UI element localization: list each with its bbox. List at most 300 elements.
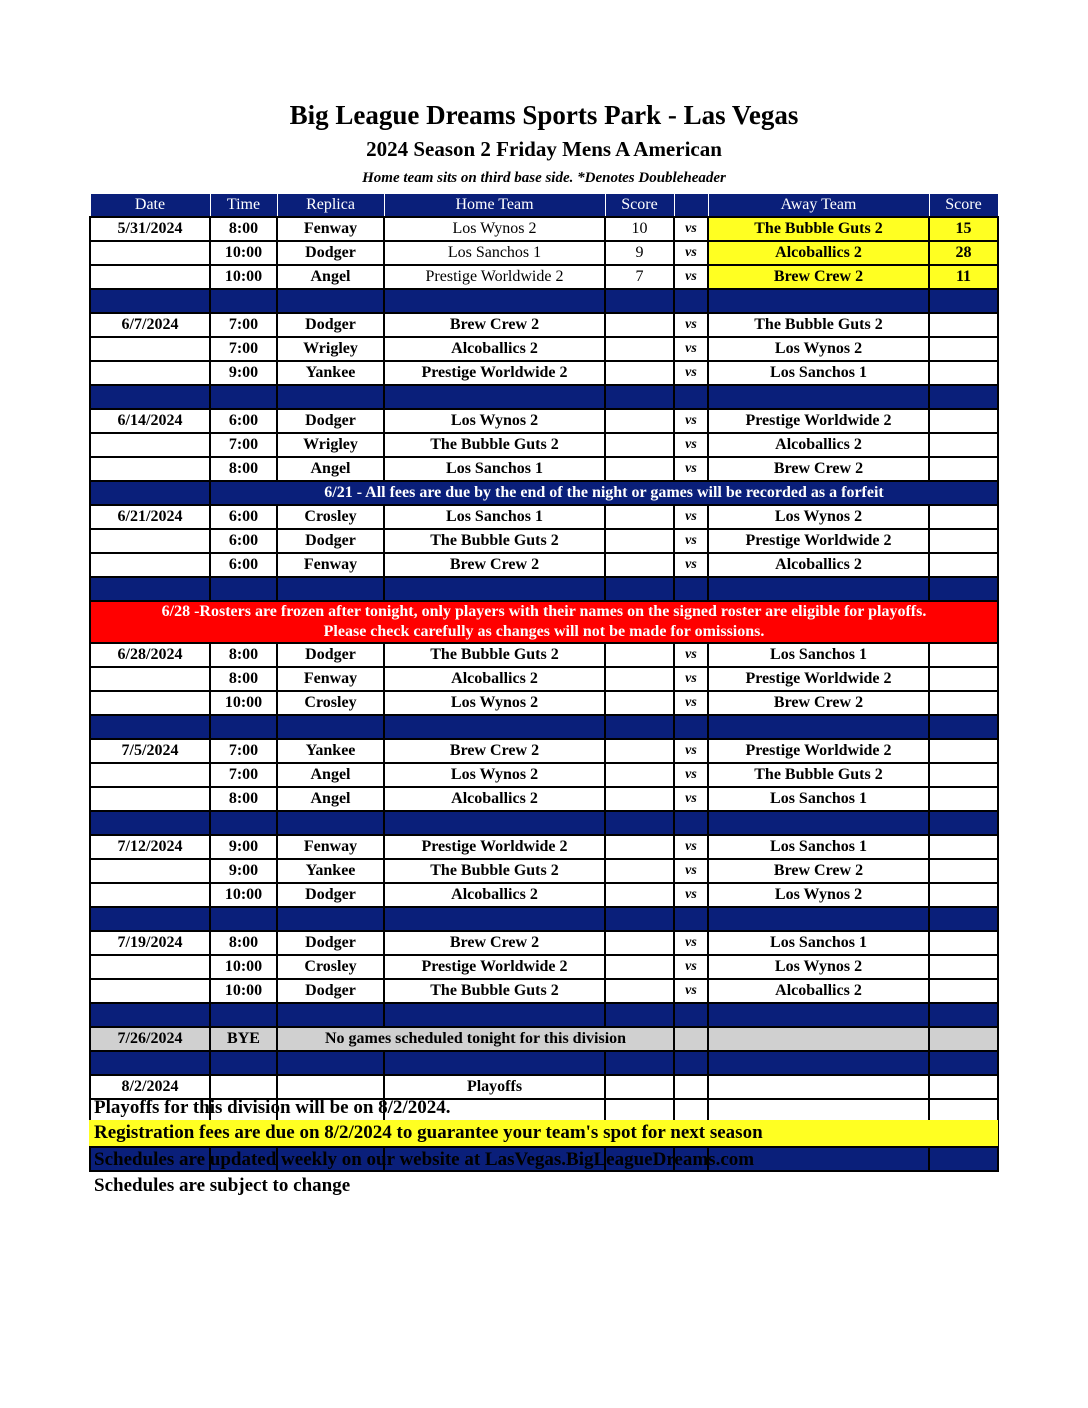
game-time: 8:00 <box>210 217 277 241</box>
separator-cell <box>90 289 210 313</box>
separator-cell <box>277 1003 384 1027</box>
home-score <box>605 667 674 691</box>
vs-label: vs <box>674 337 708 361</box>
separator-cell <box>210 907 277 931</box>
separator-cell <box>277 289 384 313</box>
away-score <box>929 979 998 1003</box>
away-score <box>929 529 998 553</box>
away-team: The Bubble Guts 2 <box>708 313 929 337</box>
away-team: Alcoballics 2 <box>708 433 929 457</box>
away-score <box>929 433 998 457</box>
home-team: Prestige Worldwide 2 <box>384 265 605 289</box>
away-team: Los Wynos 2 <box>708 955 929 979</box>
separator-cell <box>708 1003 929 1027</box>
away-score <box>929 763 998 787</box>
game-row <box>90 529 998 553</box>
footer-change-note: Schedules are subject to change <box>94 1175 351 1196</box>
home-score <box>605 739 674 763</box>
header-date: Date <box>90 194 210 218</box>
week-separator-row <box>90 715 998 739</box>
vs-label: vs <box>674 931 708 955</box>
away-team: Brew Crew 2 <box>708 859 929 883</box>
game-time: 9:00 <box>210 859 277 883</box>
game-time: 10:00 <box>210 265 277 289</box>
separator-cell <box>90 1003 210 1027</box>
away-score: 28 <box>929 241 998 265</box>
vs-label: vs <box>674 361 708 385</box>
home-team: Brew Crew 2 <box>384 313 605 337</box>
home-score <box>605 313 674 337</box>
game-field: Yankee <box>277 739 384 763</box>
home-team: Prestige Worldwide 2 <box>384 361 605 385</box>
vs-label: vs <box>674 241 708 265</box>
empty-cell <box>674 1027 708 1051</box>
fees-notice: 6/21 - All fees are due by the end of the night or games will be recorded as a forfeit <box>210 481 998 505</box>
separator-cell <box>605 1003 674 1027</box>
game-date: 7/12/2024 <box>90 835 210 859</box>
game-time: 10:00 <box>210 979 277 1003</box>
game-row <box>90 787 998 811</box>
away-team: Alcoballics 2 <box>708 979 929 1003</box>
empty-cell <box>708 1027 929 1051</box>
separator-cell <box>605 289 674 313</box>
game-time: 9:00 <box>210 835 277 859</box>
home-team: Alcoballics 2 <box>384 787 605 811</box>
game-time: 8:00 <box>210 787 277 811</box>
separator-cell <box>210 289 277 313</box>
empty-cell <box>929 1027 998 1051</box>
vs-label: vs <box>674 883 708 907</box>
away-team: Los Sanchos 1 <box>708 931 929 955</box>
home-score <box>605 763 674 787</box>
game-row <box>90 433 998 457</box>
game-time: 10:00 <box>210 241 277 265</box>
home-score <box>605 457 674 481</box>
away-score <box>929 691 998 715</box>
home-score <box>605 955 674 979</box>
away-team: Los Sanchos 1 <box>708 643 929 667</box>
game-field: Angel <box>277 457 384 481</box>
vs-label: vs <box>674 787 708 811</box>
vs-label: vs <box>674 691 708 715</box>
away-score <box>929 859 998 883</box>
separator-cell <box>90 1051 210 1075</box>
empty-cell <box>605 1075 674 1099</box>
game-time: 7:00 <box>210 337 277 361</box>
vs-label: vs <box>674 739 708 763</box>
away-team: Alcoballics 2 <box>708 241 929 265</box>
away-score <box>929 361 998 385</box>
game-date <box>90 457 210 481</box>
game-row <box>90 763 998 787</box>
game-field: Crosley <box>277 691 384 715</box>
header-away-score: Score <box>929 194 998 218</box>
home-score <box>605 859 674 883</box>
away-score <box>929 313 998 337</box>
bye-message: No games scheduled tonight for this division <box>277 1027 674 1051</box>
separator-cell <box>605 1051 674 1075</box>
week-separator-row <box>90 385 998 409</box>
home-score <box>605 691 674 715</box>
game-row <box>90 883 998 907</box>
game-field: Wrigley <box>277 433 384 457</box>
away-score <box>929 409 998 433</box>
separator-cell <box>708 289 929 313</box>
page-title: Big League Dreams Sports Park - Las Vegas <box>289 100 799 130</box>
game-row <box>90 265 998 289</box>
empty-cell <box>277 1075 384 1099</box>
game-date <box>90 361 210 385</box>
game-date <box>90 667 210 691</box>
header-away-team: Away Team <box>708 194 929 218</box>
header-replica: Replica <box>277 194 384 218</box>
game-date: 7/26/2024 <box>90 1027 210 1051</box>
game-time: 6:00 <box>210 553 277 577</box>
game-time: 10:00 <box>210 883 277 907</box>
game-date: 7/5/2024 <box>90 739 210 763</box>
separator-cell <box>929 715 998 739</box>
separator-cell <box>674 811 708 835</box>
game-row <box>90 691 998 715</box>
away-team: Prestige Worldwide 2 <box>708 667 929 691</box>
game-field: Angel <box>277 265 384 289</box>
footer-playoffs-note: Playoffs for this division will be on 8/2/2024. <box>94 1097 451 1118</box>
week-separator-row <box>90 1003 998 1027</box>
home-team: The Bubble Guts 2 <box>384 529 605 553</box>
home-team: The Bubble Guts 2 <box>384 979 605 1003</box>
away-team: Brew Crew 2 <box>708 265 929 289</box>
separator-cell <box>674 715 708 739</box>
separator-cell <box>708 715 929 739</box>
separator-cell <box>929 385 998 409</box>
away-team: Prestige Worldwide 2 <box>708 739 929 763</box>
separator-cell <box>277 385 384 409</box>
schedule-table <box>89 193 999 1172</box>
away-team: Los Sanchos 1 <box>708 787 929 811</box>
separator-cell <box>674 1051 708 1075</box>
game-field: Dodger <box>277 409 384 433</box>
separator-cell <box>674 289 708 313</box>
game-date: 6/21/2024 <box>90 505 210 529</box>
week-separator-row <box>90 289 998 313</box>
vs-label: vs <box>674 643 708 667</box>
game-field: Yankee <box>277 361 384 385</box>
header-home-team: Home Team <box>384 194 605 218</box>
table-header-row <box>90 194 998 218</box>
game-time: 7:00 <box>210 433 277 457</box>
game-field: Dodger <box>277 241 384 265</box>
separator-cell <box>384 715 605 739</box>
away-score <box>929 457 998 481</box>
home-score <box>605 883 674 907</box>
separator-cell <box>384 907 605 931</box>
separator-cell <box>929 1147 998 1171</box>
away-team: Brew Crew 2 <box>708 691 929 715</box>
away-score <box>929 835 998 859</box>
game-date <box>90 979 210 1003</box>
away-score <box>929 739 998 763</box>
separator-cell <box>674 1003 708 1027</box>
vs-label: vs <box>674 313 708 337</box>
home-team: Prestige Worldwide 2 <box>384 835 605 859</box>
game-row <box>90 643 998 667</box>
game-date <box>90 529 210 553</box>
empty-cell <box>929 1075 998 1099</box>
home-score <box>605 643 674 667</box>
separator-cell <box>277 1051 384 1075</box>
away-team: Los Wynos 2 <box>708 337 929 361</box>
game-field: Wrigley <box>277 337 384 361</box>
home-team: Los Wynos 2 <box>384 763 605 787</box>
week-separator-row <box>90 811 998 835</box>
game-date <box>90 859 210 883</box>
game-row <box>90 241 998 265</box>
week-separator-row <box>90 1051 998 1075</box>
away-score <box>929 667 998 691</box>
separator-cell <box>210 1051 277 1075</box>
game-time: 7:00 <box>210 763 277 787</box>
away-score <box>929 931 998 955</box>
separator-cell <box>929 811 998 835</box>
away-score: 15 <box>929 217 998 241</box>
game-row <box>90 313 998 337</box>
away-team: Los Wynos 2 <box>708 883 929 907</box>
game-date: 6/14/2024 <box>90 409 210 433</box>
game-row <box>90 859 998 883</box>
home-score <box>605 505 674 529</box>
separator-cell <box>277 715 384 739</box>
vs-label: vs <box>674 955 708 979</box>
game-row <box>90 835 998 859</box>
header-time: Time <box>210 194 277 218</box>
separator-cell <box>210 811 277 835</box>
home-score <box>605 337 674 361</box>
home-score: 10 <box>605 217 674 241</box>
game-date <box>90 337 210 361</box>
separator-cell <box>90 715 210 739</box>
separator-cell <box>674 907 708 931</box>
separator-cell <box>90 577 210 601</box>
home-team: Brew Crew 2 <box>384 553 605 577</box>
game-time: 9:00 <box>210 361 277 385</box>
game-row <box>90 931 998 955</box>
separator-cell <box>210 385 277 409</box>
roster-notice-line2: Please check carefully as changes will not be made for omissions. <box>323 623 765 640</box>
separator-cell <box>90 481 210 505</box>
vs-label: vs <box>674 409 708 433</box>
home-score <box>605 409 674 433</box>
game-row <box>90 553 998 577</box>
game-row <box>90 409 998 433</box>
roster-notice <box>90 601 998 643</box>
page-subtitle: 2024 Season 2 Friday Mens A American <box>366 137 722 161</box>
separator-cell <box>90 811 210 835</box>
game-date: 6/28/2024 <box>90 643 210 667</box>
vs-label: vs <box>674 979 708 1003</box>
roster-notice-row <box>90 601 998 643</box>
game-date: 8/2/2024 <box>90 1075 210 1099</box>
game-field: Fenway <box>277 667 384 691</box>
vs-label: vs <box>674 667 708 691</box>
separator-cell <box>210 577 277 601</box>
separator-cell <box>674 385 708 409</box>
away-team: Los Sanchos 1 <box>708 361 929 385</box>
separator-cell <box>210 715 277 739</box>
game-date <box>90 763 210 787</box>
footer-registration-note: Registration fees are due on 8/2/2024 to guarantee your team's spot for next season <box>89 1120 998 1146</box>
game-date: 5/31/2024 <box>90 217 210 241</box>
separator-cell <box>708 907 929 931</box>
separator-cell <box>605 385 674 409</box>
game-time: 8:00 <box>210 457 277 481</box>
roster-notice-line1: 6/28 -Rosters are frozen after tonight, only players with their names on the signed roster are eligible for playoffs. <box>161 603 927 620</box>
game-field: Crosley <box>277 955 384 979</box>
separator-cell <box>384 1003 605 1027</box>
away-score <box>929 787 998 811</box>
vs-label: vs <box>674 457 708 481</box>
game-time: 8:00 <box>210 931 277 955</box>
away-team: Los Wynos 2 <box>708 505 929 529</box>
game-time: 8:00 <box>210 667 277 691</box>
away-score <box>929 505 998 529</box>
empty-cell <box>210 1075 277 1099</box>
game-date <box>90 691 210 715</box>
home-team: Brew Crew 2 <box>384 931 605 955</box>
separator-cell <box>277 577 384 601</box>
separator-cell <box>929 577 998 601</box>
separator-cell <box>605 577 674 601</box>
home-team: Los Sanchos 1 <box>384 505 605 529</box>
game-field: Dodger <box>277 643 384 667</box>
game-field: Yankee <box>277 859 384 883</box>
separator-cell <box>90 385 210 409</box>
separator-cell <box>929 289 998 313</box>
header-vs <box>674 194 708 218</box>
game-time: 10:00 <box>210 691 277 715</box>
game-time: 8:00 <box>210 643 277 667</box>
game-row <box>90 667 998 691</box>
home-score <box>605 931 674 955</box>
footer-website-note: Schedules are updated weekly on our website at LasVegas.BigLeagueDreams.com <box>94 1149 755 1170</box>
game-field: Angel <box>277 787 384 811</box>
vs-label: vs <box>674 553 708 577</box>
game-date <box>90 955 210 979</box>
playoff-row <box>90 1075 998 1099</box>
vs-label: vs <box>674 835 708 859</box>
game-date <box>90 433 210 457</box>
separator-cell <box>90 907 210 931</box>
home-score <box>605 979 674 1003</box>
home-score: 9 <box>605 241 674 265</box>
game-row <box>90 217 998 241</box>
game-field: Fenway <box>277 835 384 859</box>
bye-row <box>90 1027 998 1051</box>
away-team: Alcoballics 2 <box>708 553 929 577</box>
game-date <box>90 787 210 811</box>
week-separator-row <box>90 577 998 601</box>
separator-cell <box>929 1051 998 1075</box>
game-field: Crosley <box>277 505 384 529</box>
away-score <box>929 553 998 577</box>
home-team: The Bubble Guts 2 <box>384 859 605 883</box>
playoffs-label: Playoffs <box>384 1075 605 1099</box>
home-team: Los Sanchos 1 <box>384 457 605 481</box>
home-team: Alcoballics 2 <box>384 337 605 361</box>
home-team: Los Wynos 2 <box>384 217 605 241</box>
away-team: Prestige Worldwide 2 <box>708 529 929 553</box>
home-team: Los Wynos 2 <box>384 409 605 433</box>
game-field: Dodger <box>277 883 384 907</box>
separator-cell <box>929 1003 998 1027</box>
away-score: 11 <box>929 265 998 289</box>
bye-label: BYE <box>210 1027 277 1051</box>
away-team: Brew Crew 2 <box>708 457 929 481</box>
home-team: Brew Crew 2 <box>384 739 605 763</box>
empty-cell <box>708 1075 929 1099</box>
game-row <box>90 979 998 1003</box>
away-score <box>929 955 998 979</box>
game-row <box>90 457 998 481</box>
game-field: Dodger <box>277 313 384 337</box>
separator-cell <box>277 811 384 835</box>
separator-cell <box>708 385 929 409</box>
empty-cell <box>674 1075 708 1099</box>
home-score <box>605 433 674 457</box>
away-score <box>929 337 998 361</box>
game-time: 6:00 <box>210 505 277 529</box>
header-home-score: Score <box>605 194 674 218</box>
vs-label: vs <box>674 265 708 289</box>
separator-cell <box>384 1051 605 1075</box>
game-row <box>90 337 998 361</box>
away-team: The Bubble Guts 2 <box>708 217 929 241</box>
home-score <box>605 529 674 553</box>
home-score <box>605 787 674 811</box>
vs-label: vs <box>674 529 708 553</box>
home-team: Alcoballics 2 <box>384 667 605 691</box>
game-field: Dodger <box>277 529 384 553</box>
separator-cell <box>210 1003 277 1027</box>
separator-cell <box>384 811 605 835</box>
separator-cell <box>708 1051 929 1075</box>
game-field: Dodger <box>277 931 384 955</box>
separator-cell <box>708 577 929 601</box>
game-row <box>90 955 998 979</box>
game-time: 6:00 <box>210 529 277 553</box>
separator-cell <box>384 385 605 409</box>
game-row <box>90 505 998 529</box>
separator-cell <box>277 907 384 931</box>
separator-cell <box>605 907 674 931</box>
game-field: Fenway <box>277 217 384 241</box>
home-team: Los Wynos 2 <box>384 691 605 715</box>
away-score <box>929 643 998 667</box>
separator-cell <box>708 811 929 835</box>
game-date <box>90 265 210 289</box>
home-team: Los Sanchos 1 <box>384 241 605 265</box>
game-date <box>90 553 210 577</box>
game-row <box>90 739 998 763</box>
game-field: Fenway <box>277 553 384 577</box>
game-date <box>90 883 210 907</box>
home-team: The Bubble Guts 2 <box>384 643 605 667</box>
week-separator-row <box>90 907 998 931</box>
separator-cell <box>384 577 605 601</box>
separator-cell <box>384 289 605 313</box>
away-team: Prestige Worldwide 2 <box>708 409 929 433</box>
game-field: Dodger <box>277 979 384 1003</box>
schedule-note: Home team sits on third base side. *Denotes Doubleheader <box>362 170 726 186</box>
